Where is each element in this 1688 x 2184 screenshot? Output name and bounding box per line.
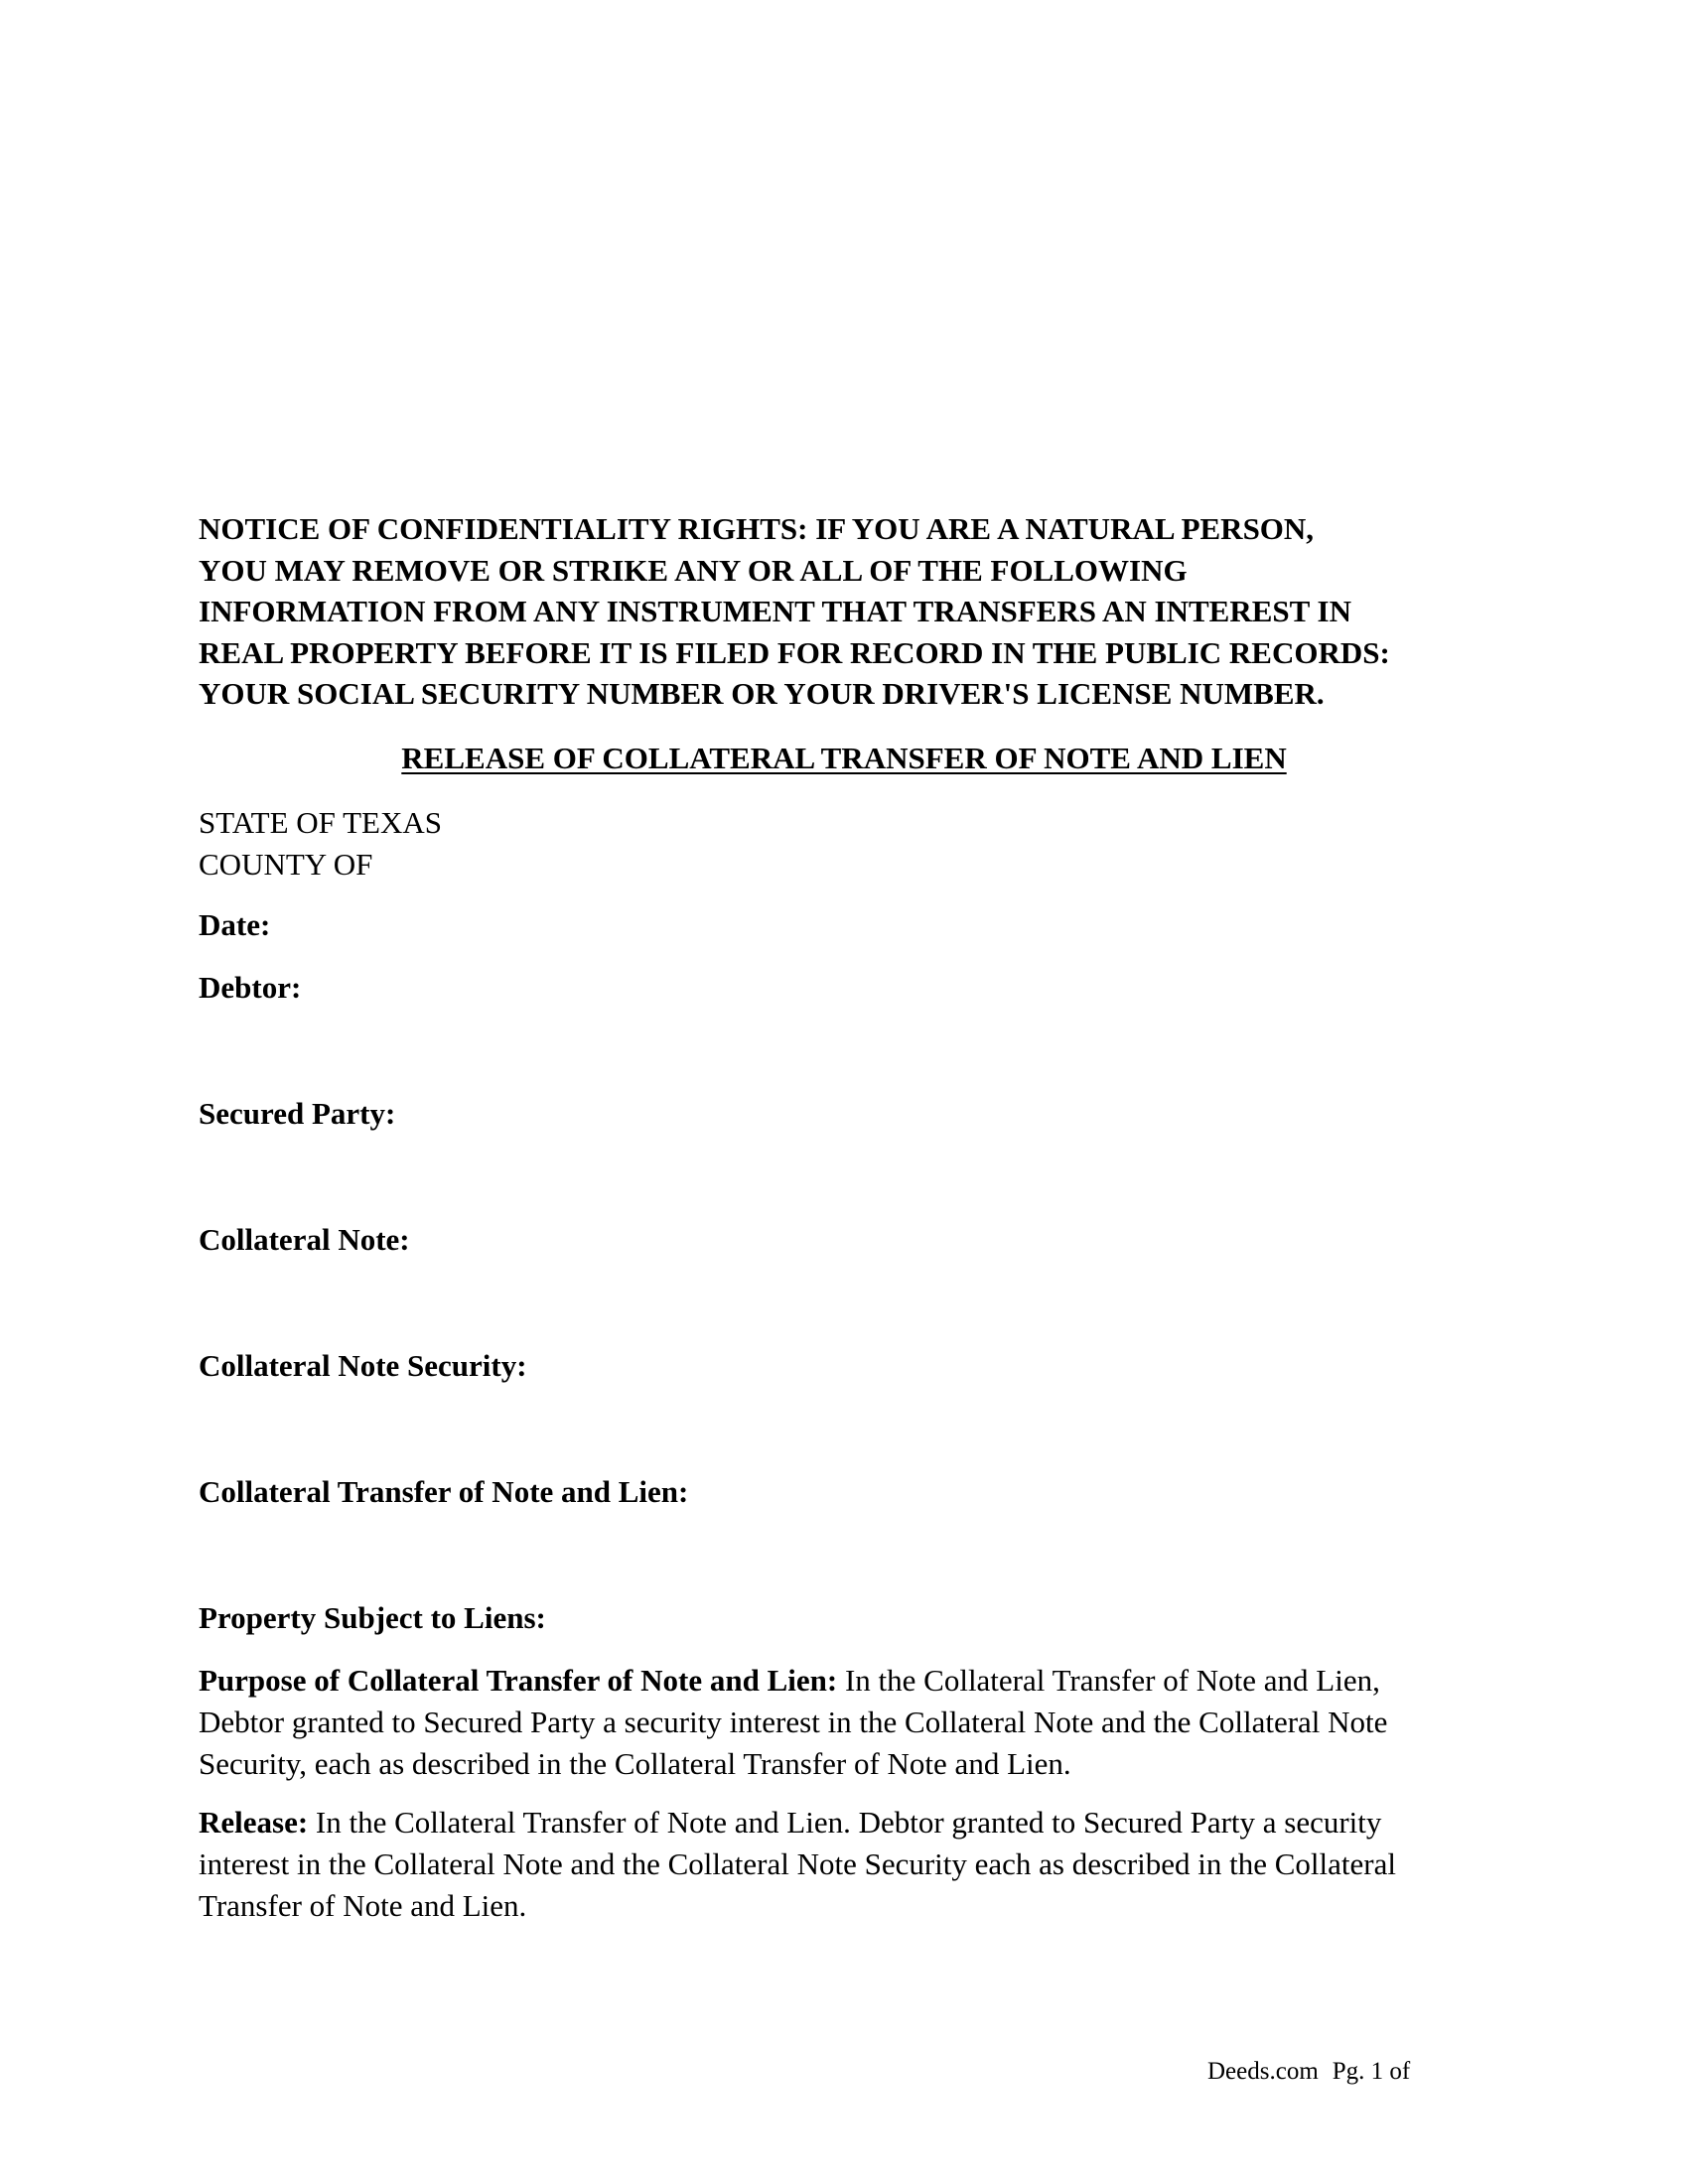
secured-party-label: Secured Party: xyxy=(199,1096,396,1131)
county-label: COUNTY OF xyxy=(199,846,373,882)
property-label: Property Subject to Liens: xyxy=(199,1600,546,1635)
purpose-line: Security, each as described in the Collateral Transfer of Note and Lien. xyxy=(199,1746,1071,1781)
confidentiality-notice xyxy=(199,508,1509,715)
purpose-line xyxy=(199,1660,1509,1702)
purpose-paragraph xyxy=(199,1660,1509,1785)
purpose-heading: Purpose of Collateral Transfer of Note and Lien: xyxy=(199,1663,838,1698)
venue-block xyxy=(199,802,442,885)
collateral-transfer-label: Collateral Transfer of Note and Lien: xyxy=(199,1474,689,1509)
document-title xyxy=(0,739,1688,778)
date-label: Date: xyxy=(199,907,271,942)
notice-line: YOUR SOCIAL SECURITY NUMBER OR YOUR DRIVER'S LICENSE NUMBER. xyxy=(199,676,1325,711)
footer-site: Deeds.com xyxy=(1207,2058,1319,2085)
notice-line: REAL PROPERTY BEFORE IT IS FILED FOR RECORD IN THE PUBLIC RECORDS: xyxy=(199,634,1390,670)
footer-page-number: Pg. 1 of xyxy=(1332,2058,1411,2085)
notice-line: YOU MAY REMOVE OR STRIKE ANY OR ALL OF THE FOLLOWING xyxy=(199,552,1188,588)
page-footer xyxy=(1207,2055,1410,2089)
debtor-label: Debtor: xyxy=(199,970,302,1005)
document-title-text: RELEASE OF COLLATERAL TRANSFER OF NOTE AND LIEN xyxy=(401,741,1287,775)
release-text: In the Collateral Transfer of Note and Lien. Debtor granted to Secured Party a security xyxy=(308,1805,1382,1840)
purpose-line: Debtor granted to Secured Party a security interest in the Collateral Note and the Collateral Note xyxy=(199,1705,1388,1739)
collateral-note-security-label: Collateral Note Security: xyxy=(199,1348,527,1383)
collateral-note-label: Collateral Note: xyxy=(199,1222,410,1257)
release-line: Transfer of Note and Lien. xyxy=(199,1888,527,1923)
notice-line: INFORMATION FROM ANY INSTRUMENT THAT TRANSFERS AN INTEREST IN xyxy=(199,594,1351,628)
notice-line: NOTICE OF CONFIDENTIALITY RIGHTS: IF YOU ARE A NATURAL PERSON, xyxy=(199,511,1315,546)
release-line xyxy=(199,1802,1509,1843)
state-label: STATE OF TEXAS xyxy=(199,805,442,840)
release-line: interest in the Collateral Note and the Collateral Note Security each as described in the Collateral xyxy=(199,1846,1396,1881)
release-heading: Release: xyxy=(199,1805,309,1840)
purpose-text: In the Collateral Transfer of Note and Lien, xyxy=(837,1663,1380,1698)
release-paragraph xyxy=(199,1802,1509,1927)
